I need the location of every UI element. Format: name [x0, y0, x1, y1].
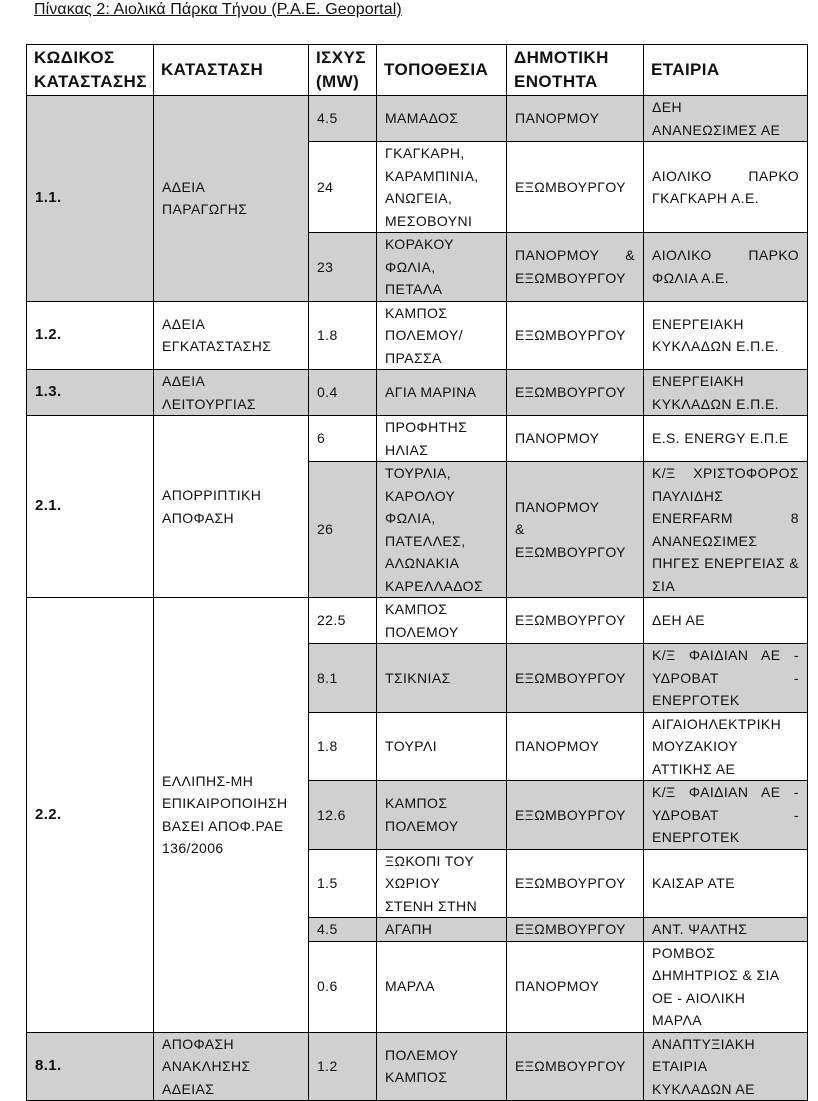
location-cell: ΠΟΛΕΜΟΥ ΚΑΜΠΟΣ: [377, 1032, 507, 1101]
company-cell: ΔΕΗ ΑΕ: [644, 598, 808, 644]
header-location: ΤΟΠΟΘΕΣΙΑ: [377, 45, 507, 96]
power-cell: 1.8: [309, 301, 377, 370]
table-caption: Πίνακας 2: Αιολικά Πάρκα Τήνου (Ρ.Α.Ε. Geoportal): [34, 1, 402, 18]
municipal-unit-cell: ΕΞΩΜΒΟΥΡΓΟΥ: [507, 598, 644, 644]
power-cell: 8.1: [309, 644, 377, 713]
power-cell: 24: [309, 142, 377, 233]
power-cell: 12.6: [309, 781, 377, 850]
location-cell: ΤΟΥΡΛΙΑ, ΚΑΡΟΛΟΥ ΦΩΛΙΑ, ΠΑΤΕΛΛΕΣ, ΑΛΩΝΑΚΙΑ ΚΑΡΕΛΛΑΔΟΣ: [377, 462, 507, 598]
status-cell: ΑΠΟΦΑΣΗ ΑΝΑΚΛΗΣΗΣ ΑΔΕΙΑΣ: [154, 1032, 309, 1101]
location-cell: ΚΑΜΠΟΣ ΠΟΛΕΜΟΥ: [377, 598, 507, 644]
power-cell: 1.5: [309, 849, 377, 918]
power-cell: 4.5: [309, 918, 377, 942]
header-code: ΚΩΔΙΚΟΣ ΚΑΤΑΣΤΑΣΗΣ: [27, 45, 154, 96]
status-code-cell: 1.1.: [27, 96, 154, 302]
location-cell: ΑΓΙΑ ΜΑΡΙΝΑ: [377, 370, 507, 416]
power-cell: 0.4: [309, 370, 377, 416]
location-cell: ΠΡΟΦΗΤΗΣ ΗΛΙΑΣ: [377, 416, 507, 462]
company-cell: E.S. ENERGY Ε.Π.Ε: [644, 416, 808, 462]
table-row: [27, 96, 808, 142]
municipal-unit-cell: ΠΑΝΟΡΜΟΥ & ΕΞΩΜΒΟΥΡΓΟΥ: [507, 233, 644, 302]
company-cell: Κ/Ξ ΦΑΙΔΙΑΝ ΑΕ - ΥΔΡΟΒΑΤ - ΕΝΕΡΓΟΤΕΚ: [644, 781, 808, 850]
wind-parks-table: [26, 44, 808, 1101]
power-cell: 6: [309, 416, 377, 462]
company-cell: ΑΙΟΛΙΚΟ ΠΑΡΚΟ ΓΚΑΓΚΑΡΗ Α.Ε.: [644, 142, 808, 233]
location-cell: ΑΓΑΠΗ: [377, 918, 507, 942]
header-company: ΕΤΑΙΡΙΑ: [644, 45, 808, 96]
municipal-unit-cell: ΠΑΝΟΡΜΟΥ: [507, 96, 644, 142]
municipal-unit-cell: ΕΞΩΜΒΟΥΡΓΟΥ: [507, 849, 644, 918]
location-cell: ΞΩΚΟΠΙ ΤΟΥ ΧΩΡΙΟΥ ΣΤΕΝΗ ΣΤΗΝ: [377, 849, 507, 918]
location-cell: ΚΟΡΑΚΟΥ ΦΩΛΙΑ, ΠΕΤΑΛΑ: [377, 233, 507, 302]
location-cell: ΓΚΑΓΚΑΡΗ, ΚΑΡΑΜΠΙΝΙΑ, ΑΝΩΓΕΙΑ, ΜΕΣΟΒΟΥΝΙ: [377, 142, 507, 233]
table-row: [27, 598, 808, 644]
municipal-unit-cell: ΕΞΩΜΒΟΥΡΓΟΥ: [507, 370, 644, 416]
header-power: ΙΣΧΥΣ (MW): [309, 45, 377, 96]
location-cell: ΜΑΡΛΑ: [377, 941, 507, 1032]
company-cell: ΑΙΟΛΙΚΟ ΠΑΡΚΟ ΦΩΛΙΑ Α.Ε.: [644, 233, 808, 302]
municipal-unit-cell: ΠΑΝΟΡΜΟΥ & ΕΞΩΜΒΟΥΡΓΟΥ: [507, 462, 644, 598]
municipal-unit-cell: ΕΞΩΜΒΟΥΡΓΟΥ: [507, 1032, 644, 1101]
company-cell: ΑΙΓΑΙΟΗΛΕΚΤΡΙΚΗ ΜΟΥΖΑΚΙΟΥ ΑΤΤΙΚΗΣ ΑΕ: [644, 712, 808, 781]
location-cell: ΚΑΜΠΟΣ ΠΟΛΕΜΟΥ: [377, 781, 507, 850]
status-code-cell: 1.2.: [27, 301, 154, 370]
header-municipal-unit: ΔΗΜΟΤΙΚΗ ΕΝΟΤΗΤΑ: [507, 45, 644, 96]
location-cell: ΤΣΙΚΝΙΑΣ: [377, 644, 507, 713]
status-code-cell: 2.1.: [27, 416, 154, 598]
power-cell: 1.2: [309, 1032, 377, 1101]
municipal-unit-cell: ΠΑΝΟΡΜΟΥ: [507, 941, 644, 1032]
status-code-cell: 1.3.: [27, 370, 154, 416]
status-cell: ΑΠΟΡΡΙΠΤΙΚΗ ΑΠΟΦΑΣΗ: [154, 416, 309, 598]
company-cell: ΔΕΗ ΑΝΑΝΕΩΣΙΜΕΣ ΑΕ: [644, 96, 808, 142]
municipal-unit-cell: ΕΞΩΜΒΟΥΡΓΟΥ: [507, 918, 644, 942]
company-cell: Κ/Ξ ΧΡΙΣΤΟΦΟΡΟΣ ΠΑΥΛΙΔΗΣ ENERFARM 8 ΑΝΑΝΕΩΣΙΜΕΣ ΠΗΓΕΣ ΕΝΕΡΓΕΙΑΣ & ΣΙΑ: [644, 462, 808, 598]
power-cell: 4.5: [309, 96, 377, 142]
table-row: [27, 370, 808, 416]
municipal-unit-cell: ΕΞΩΜΒΟΥΡΓΟΥ: [507, 142, 644, 233]
location-cell: ΜΑΜΑΔΟΣ: [377, 96, 507, 142]
power-cell: 0.6: [309, 941, 377, 1032]
company-cell: ΡΟΜΒΟΣ ΔΗΜΗΤΡΙΟΣ & ΣΙΑ ΟΕ - ΑΙΟΛΙΚΗ ΜΑΡΛΑ: [644, 941, 808, 1032]
company-cell: Κ/Ξ ΦΑΙΔΙΑΝ ΑΕ - ΥΔΡΟΒΑΤ - ΕΝΕΡΓΟΤΕΚ: [644, 644, 808, 713]
header-row: [27, 45, 808, 96]
municipal-unit-cell: ΕΞΩΜΒΟΥΡΓΟΥ: [507, 781, 644, 850]
status-code-cell: 8.1.: [27, 1032, 154, 1101]
power-cell: 26: [309, 462, 377, 598]
status-code-cell: 2.2.: [27, 598, 154, 1033]
municipal-unit-cell: ΠΑΝΟΡΜΟΥ: [507, 416, 644, 462]
header-status: ΚΑΤΑΣΤΑΣΗ: [154, 45, 309, 96]
location-cell: ΚΑΜΠΟΣ ΠΟΛΕΜΟΥ/ ΠΡΑΣΣΑ: [377, 301, 507, 370]
power-cell: 23: [309, 233, 377, 302]
table-row: [27, 416, 808, 462]
power-cell: 1.8: [309, 712, 377, 781]
company-cell: ΚΑΙΣΑΡ ΑΤΕ: [644, 849, 808, 918]
status-cell: ΑΔΕΙΑ ΕΓΚΑΤΑΣΤΑΣΗΣ: [154, 301, 309, 370]
company-cell: ΕΝΕΡΓΕΙΑΚΗ ΚΥΚΛΑΔΩΝ Ε.Π.Ε.: [644, 370, 808, 416]
table-row: [27, 301, 808, 370]
company-cell: ΕΝΕΡΓΕΙΑΚΗ ΚΥΚΛΑΔΩΝ Ε.Π.Ε.: [644, 301, 808, 370]
municipal-unit-cell: ΠΑΝΟΡΜΟΥ: [507, 712, 644, 781]
status-cell: ΕΛΛΙΠΗΣ-ΜΗ ΕΠΙΚΑΙΡΟΠΟΙΗΣΗ ΒΑΣΕΙ ΑΠΟΦ.ΡΑΕ 136/2006: [154, 598, 309, 1033]
table-row: [27, 1032, 808, 1101]
company-cell: ΑΝΑΠΤΥΞΙΑΚΗ ΕΤΑΙΡΙΑ ΚΥΚΛΑΔΩΝ ΑΕ: [644, 1032, 808, 1101]
location-cell: ΤΟΥΡΛΙ: [377, 712, 507, 781]
municipal-unit-cell: ΕΞΩΜΒΟΥΡΓΟΥ: [507, 301, 644, 370]
municipal-unit-cell: ΕΞΩΜΒΟΥΡΓΟΥ: [507, 644, 644, 713]
status-cell: ΑΔΕΙΑ ΛΕΙΤΟΥΡΓΙΑΣ: [154, 370, 309, 416]
status-cell: ΑΔΕΙΑ ΠΑΡΑΓΩΓΗΣ: [154, 96, 309, 302]
company-cell: ΑΝΤ. ΨΑΛΤΗΣ: [644, 918, 808, 942]
power-cell: 22.5: [309, 598, 377, 644]
